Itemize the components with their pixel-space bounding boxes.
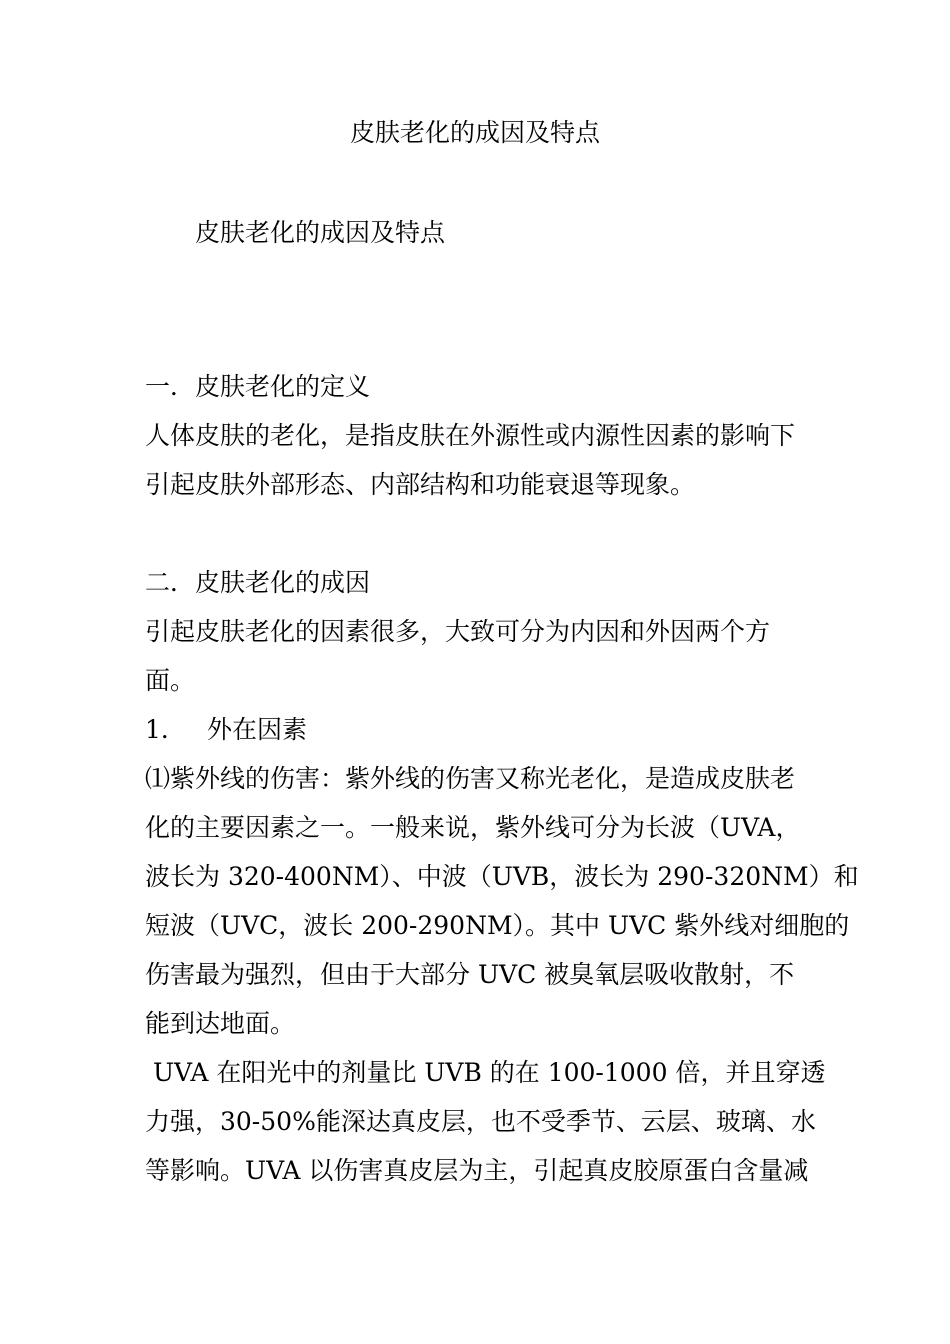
paragraph-line: 引起皮肤老化的因素很多，大致可分为内因和外因两个方: [145, 617, 771, 646]
paragraph-line: 波长为 320-400NM）、中波（UVB，波长为 290-320NM）和: [145, 862, 859, 891]
list-item-external-factors: [145, 705, 815, 754]
paragraph-line: 化的主要因素之一。一般来说，紫外线可分为长波（UVA，: [145, 813, 801, 842]
paragraph-line: ⑴紫外线的伤害：紫外线的伤害又称光老化，是造成皮肤老: [145, 764, 796, 793]
paragraph-line: 面。: [145, 666, 196, 695]
paragraph-line: UVA 在阳光中的剂量比 UVB 的在 100-1000 倍，并且穿透: [145, 1058, 826, 1087]
blank-line: [145, 509, 815, 558]
list-item-label: 外在因素: [207, 715, 308, 744]
paragraph-line: 能到达地面。: [145, 1009, 296, 1038]
paragraph-line: 等影响。UVA 以伤害真皮层为主，引起真皮胶原蛋白含量减: [145, 1156, 809, 1185]
paragraph-line: 人体皮肤的老化，是指皮肤在外源性或内源性因素的影响下: [145, 421, 796, 450]
document-subtitle: 皮肤老化的成因及特点: [195, 218, 446, 247]
paragraph-line: 引起皮肤外部形态、内部结构和功能衰退等现象。: [145, 470, 696, 499]
paragraph-line: 伤害最为强烈，但由于大部分 UVC 被臭氧层吸收散射，不: [145, 960, 795, 989]
paragraph-line: 短波（UVC，波长 200-290NM）。其中 UVC 紫外线对细胞的: [145, 911, 850, 940]
paragraph-line: 力强，30-50%能深达真皮层，也不受季节、云层、玻璃、水: [145, 1107, 816, 1136]
list-item-number: 1．: [145, 715, 186, 744]
section-heading-causes: 二．皮肤老化的成因: [145, 568, 371, 597]
document-body: [145, 362, 859, 1195]
document-title: 皮肤老化的成因及特点: [349, 118, 600, 147]
section-heading-definition: 一．皮肤老化的定义: [145, 372, 371, 401]
